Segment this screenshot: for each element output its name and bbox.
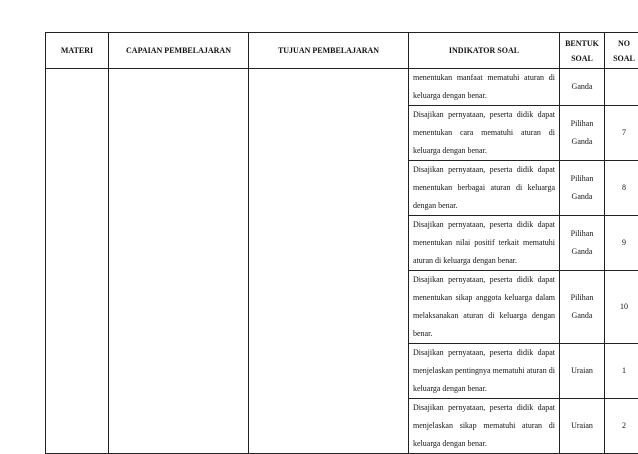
bentuk-cell [560, 271, 605, 344]
bentuk-line: Ganda [564, 78, 600, 96]
header-capaian-pembelajaran: CAPAIAN PEMBELAJARAN [109, 33, 249, 69]
kisi-kisi-table [45, 32, 638, 454]
bentuk-line: Ganda [564, 243, 600, 261]
no-cell: 2 [605, 399, 638, 454]
indikator-cell: Disajikan pernyataan, peserta didik dapat menentukan berbagai aturan di keluarga dengan benar. [409, 161, 560, 216]
bentuk-line: Ganda [564, 307, 600, 325]
capaian-cell [109, 69, 249, 454]
bentuk-line: Ganda [564, 133, 600, 151]
header-bentuk-line2: SOAL [571, 54, 593, 63]
header-row [46, 33, 638, 69]
bentuk-cell [560, 106, 605, 161]
indikator-cell: Disajikan pernyataan, peserta didik dapat menentukan cara mematuhi aturan di keluarga dengan benar. [409, 106, 560, 161]
bentuk-cell [560, 399, 605, 454]
header-materi: MATERI [46, 33, 109, 69]
no-cell: 10 [605, 271, 638, 344]
header-no-soal [605, 33, 638, 69]
no-cell: 8 [605, 161, 638, 216]
header-bentuk-soal [560, 33, 605, 69]
bentuk-line: Pilihan [564, 115, 600, 133]
bentuk-cell [560, 69, 605, 106]
no-cell: 1 [605, 344, 638, 399]
header-bentuk-line1: BENTUK [565, 39, 599, 48]
indikator-cell: Disajikan pernyataan, peserta didik dapat menentukan nilai positif terkait mematuhi aturan di keluarga dengan benar. [409, 216, 560, 271]
table-body [46, 69, 638, 454]
indikator-cell: menentukan manfaat mematuhi aturan di keluarga dengan benar. [409, 69, 560, 106]
header-no-line1: NO [618, 39, 630, 48]
bentuk-cell [560, 216, 605, 271]
header-no-line2: SOAL [613, 54, 635, 63]
indikator-cell: Disajikan pernyataan, peserta didik dapat menjelaskan sikap mematuhi aturan di keluarga dengan benar. [409, 399, 560, 454]
tujuan-cell [249, 69, 409, 454]
no-cell: 9 [605, 216, 638, 271]
table-row [46, 69, 638, 106]
bentuk-line: Pilihan [564, 225, 600, 243]
bentuk-cell [560, 344, 605, 399]
indikator-cell: Disajikan pernyataan, peserta didik dapat menentukan sikap anggota keluarga dalam melaksanakan aturan di keluarga dengan benar. [409, 271, 560, 344]
indikator-cell: Disajikan pernyataan, peserta didik dapat menjelaskan pentingnya mematuhi aturan di keluarga dengan benar. [409, 344, 560, 399]
bentuk-line: Uraian [564, 417, 600, 435]
header-indikator-soal: INDIKATOR SOAL [409, 33, 560, 69]
header-tujuan-pembelajaran: TUJUAN PEMBELAJARAN [249, 33, 409, 69]
no-cell [605, 69, 638, 106]
bentuk-line: Ganda [564, 188, 600, 206]
materi-cell [46, 69, 109, 454]
bentuk-line: Pilihan [564, 289, 600, 307]
bentuk-cell [560, 161, 605, 216]
bentuk-line: Pilihan [564, 170, 600, 188]
no-cell: 7 [605, 106, 638, 161]
bentuk-line: Uraian [564, 362, 600, 380]
